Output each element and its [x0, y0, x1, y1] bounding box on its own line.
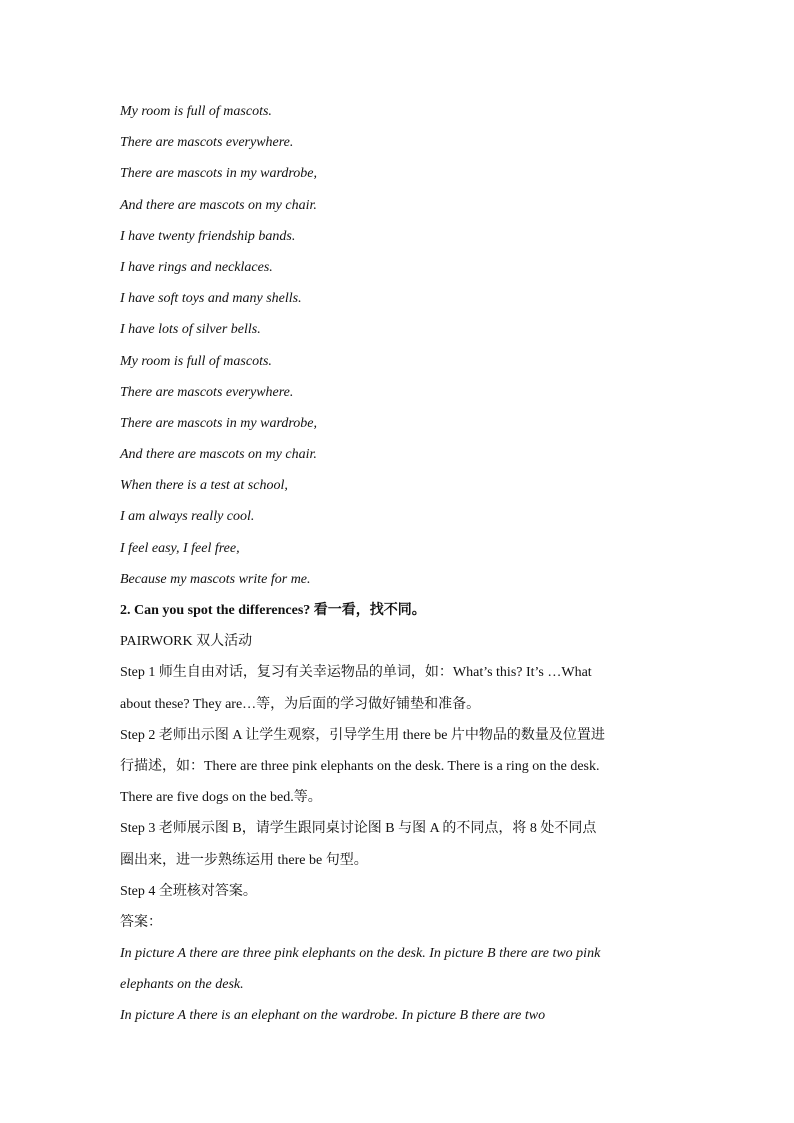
- step-line: 行描述，如：There are three pink elephants on the desk. There is a ring on the desk.: [120, 758, 600, 774]
- poem-line: There are mascots in my wardrobe,: [120, 166, 318, 182]
- poem-line: I have soft toys and many shells.: [120, 291, 302, 307]
- steps-block: [120, 657, 680, 907]
- section-heading: 2. Can you spot the differences? 看一看，找不同。: [120, 603, 426, 618]
- step-line: There are five dogs on the bed.等。: [120, 790, 322, 806]
- poem-line: I feel easy, I feel free,: [120, 540, 240, 556]
- poem-line: There are mascots in my wardrobe,: [120, 415, 318, 431]
- poem-line: And there are mascots on my chair.: [120, 447, 317, 463]
- poem-block: [120, 96, 680, 595]
- answer-line: In picture A there are three pink elephants on the desk. In picture B there are two pink: [120, 946, 601, 962]
- poem-line: And there are mascots on my chair.: [120, 197, 317, 213]
- step-line: about these? They are…等，为后面的学习做好铺垫和准备。: [120, 696, 481, 712]
- poem-line: Because my mascots write for me.: [120, 571, 311, 587]
- step-line: Step 1 师生自由对话，复习有关幸运物品的单词，如：What’s this? It’s …What: [120, 665, 592, 681]
- step-line: Step 3 老师展示图 B，请学生跟同桌讨论图 B 与图 A 的不同点，将 8 处不同点: [120, 821, 597, 837]
- document-page: [120, 96, 680, 1032]
- poem-line: I am always really cool.: [120, 509, 255, 525]
- answer-line: elephants on the desk.: [120, 977, 244, 993]
- poem-line: My room is full of mascots.: [120, 353, 272, 369]
- poem-line: I have lots of silver bells.: [120, 322, 261, 338]
- poem-line: There are mascots everywhere.: [120, 135, 294, 151]
- pairwork-label: PAIRWORK 双人活动: [120, 634, 253, 650]
- step-line: 圈出来，进一步熟练运用 there be 句型。: [120, 852, 368, 868]
- poem-line: There are mascots everywhere.: [120, 384, 294, 400]
- poem-line: I have rings and necklaces.: [120, 259, 273, 275]
- answers-block: [120, 938, 680, 1032]
- answers-label: 答案：: [120, 914, 162, 930]
- poem-line: My room is full of mascots.: [120, 104, 272, 119]
- poem-line: I have twenty friendship bands.: [120, 228, 296, 244]
- poem-line: When there is a test at school,: [120, 478, 288, 494]
- step-line: Step 2 老师出示图 A 让学生观察，引导学生用 there be 片中物品的数量及位置进: [120, 727, 605, 743]
- step-line: Step 4 全班核对答案。: [120, 883, 257, 899]
- answer-line: In picture A there is an elephant on the wardrobe. In picture B there are two: [120, 1008, 546, 1024]
